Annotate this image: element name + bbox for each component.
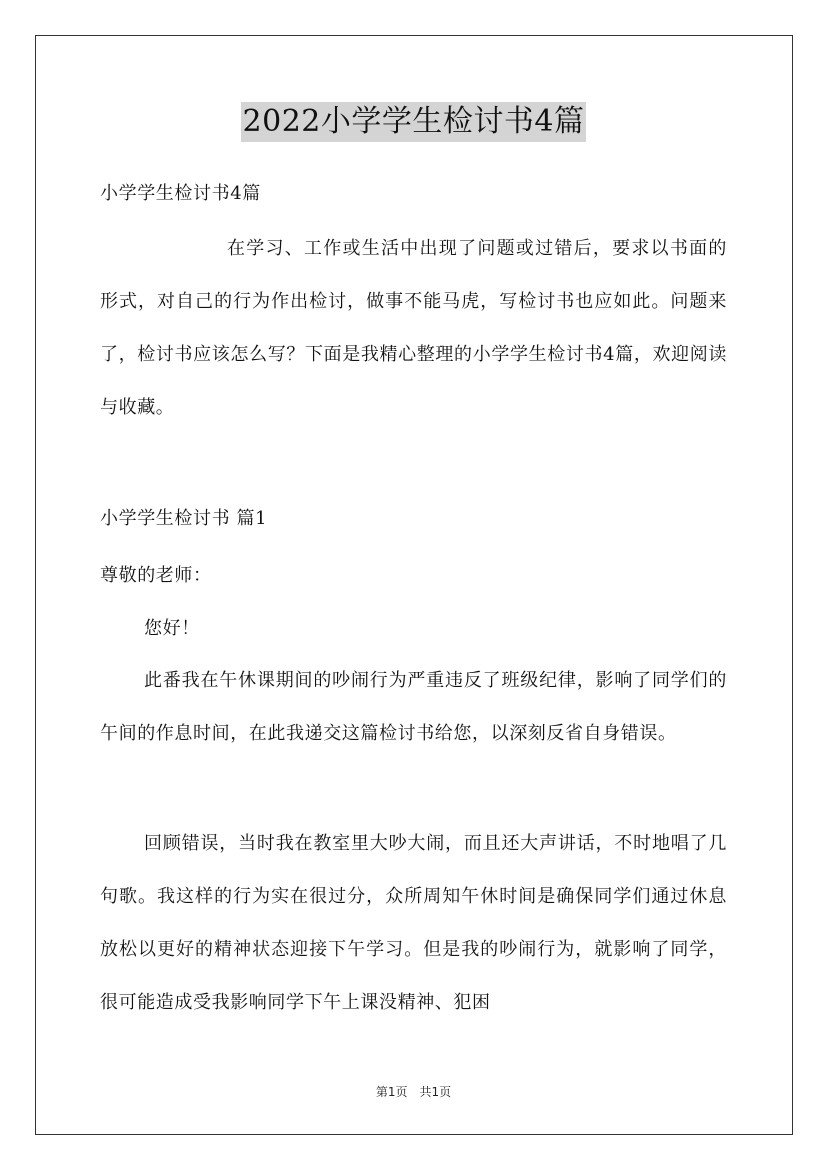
body-paragraph-2: 回顾错误，当时我在教室里大吵大闹，而且还大声讲话，不时地唱了几句歌。我这样的行为实在很过分，众所周知午休时间是确保同学们通过休息放松以更好的精神状态迎接下午学习。但是我的吵闹行为，就影响了同学，很可能造成受我影响同学下午上课没精神、犯困 bbox=[100, 833, 727, 1013]
document-title bbox=[0, 101, 827, 142]
greeting: 您好！ bbox=[144, 618, 200, 639]
intro-paragraph: 在学习、工作或生活中出现了问题或过错后，要求以书面的形式，对自己的行为作出检讨，做事不能马虎，写检讨书也应如此。问题来了，检讨书应该怎么写？下面是我精心整理的小学学生检讨书4篇，欢迎阅读与收藏。 bbox=[100, 238, 727, 418]
body-paragraph-1: 此番我在午休课期间的吵闹行为严重违反了班级纪律，影响了同学们的午间的作息时间，在此我递交这篇检讨书给您，以深刻反省自身错误。 bbox=[100, 670, 727, 744]
document-subtitle: 小学学生检讨书4篇 bbox=[100, 183, 261, 204]
salutation: 尊敬的老师： bbox=[100, 565, 212, 586]
page-footer bbox=[0, 1084, 827, 1100]
page-total: 共1页 bbox=[419, 1085, 452, 1099]
section-heading: 小学学生检讨书 篇1 bbox=[100, 508, 268, 529]
document-title-text: 2022小学学生检讨书4篇 bbox=[241, 102, 587, 142]
page-number: 第1页 bbox=[375, 1085, 408, 1099]
